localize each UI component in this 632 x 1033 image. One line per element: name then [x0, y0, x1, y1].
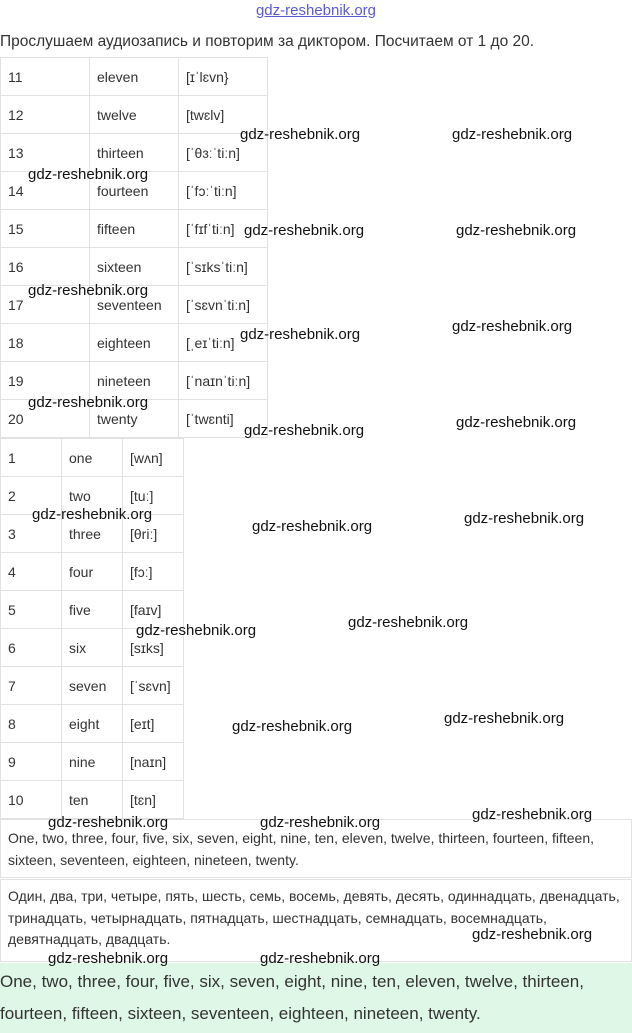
watermark-text: gdz-reshebnik.org [240, 126, 361, 143]
watermark-text: gdz-reshebnik.org [452, 318, 573, 335]
table-row [1, 248, 268, 286]
table-row [1, 58, 268, 96]
watermark-text: gdz-reshebnik.org [28, 282, 149, 299]
watermark-text: gdz-reshebnik.org [444, 710, 565, 727]
word-cell: ten [62, 781, 123, 819]
russian-text-box: Один, два, три, четыре, пять, шесть, семь, восемь, девять, десять, одиннадцать, двенадцать, тринадцать, четырнадцать, пятнадцать, шестнадцать, семнадцать, восемнадцать, девятнадцать, двадцать. [0, 879, 632, 962]
number-cell: 2 [1, 477, 62, 515]
word-cell: five [62, 591, 123, 629]
transcription-cell: [ˈnaɪnˈtiːn] [179, 362, 268, 400]
word-cell: three [62, 515, 123, 553]
number-cell: 16 [1, 248, 90, 286]
word-cell: one [62, 439, 123, 477]
transcription-cell: [ˈsɪksˈtiːn] [179, 248, 268, 286]
word-cell: eight [62, 705, 123, 743]
number-cell: 5 [1, 591, 62, 629]
word-cell: four [62, 553, 123, 591]
watermark-text: gdz-reshebnik.org [348, 614, 469, 631]
watermark-text: gdz-reshebnik.org [28, 394, 149, 411]
number-cell: 9 [1, 743, 62, 781]
watermark-text: gdz-reshebnik.org [472, 926, 593, 943]
watermark-text: gdz-reshebnik.org [232, 718, 353, 735]
word-cell: twenty [90, 400, 179, 438]
number-cell: 19 [1, 362, 90, 400]
transcription-cell: [ˈθɜːˈtiːn] [179, 134, 268, 172]
watermark-text: gdz-reshebnik.org [260, 950, 381, 967]
number-cell: 11 [1, 58, 90, 96]
watermark-text: gdz-reshebnik.org [452, 126, 573, 143]
watermark-text: gdz-reshebnik.org [28, 166, 149, 183]
watermark-text: gdz-reshebnik.org [244, 422, 365, 439]
transcription-cell: [ˈfɔːˈtiːn] [179, 172, 268, 210]
number-cell: 4 [1, 553, 62, 591]
number-cell: 18 [1, 324, 90, 362]
word-cell: eleven [90, 58, 179, 96]
transcription-cell: [ˈtwɛnti] [179, 400, 268, 438]
table-row [1, 667, 184, 705]
watermark-text: gdz-reshebnik.org [32, 506, 153, 523]
number-cell: 13 [1, 134, 90, 172]
answer-box: One, two, three, four, five, six, seven, eight, nine, ten, eleven, twelve, thirteen, fourteen, fifteen, sixteen, seventeen, eighteen, nineteen, twenty. [0, 963, 632, 1033]
word-cell: six [62, 629, 123, 667]
table-row [1, 324, 268, 362]
watermark-text: gdz-reshebnik.org [252, 518, 373, 535]
number-cell: 7 [1, 667, 62, 705]
watermark-text: gdz-reshebnik.org [136, 622, 257, 639]
transcription-cell: [eɪt] [123, 705, 184, 743]
word-cell: two [62, 477, 123, 515]
number-cell: 8 [1, 705, 62, 743]
number-cell: 20 [1, 400, 90, 438]
number-cell: 17 [1, 286, 90, 324]
watermark-text: gdz-reshebnik.org [456, 414, 577, 431]
transcription-cell: [sɪks] [123, 629, 184, 667]
transcription-cell: [ɪˈlɛvn} [179, 58, 268, 96]
table-row [1, 781, 184, 819]
word-cell: twelve [90, 96, 179, 134]
table-row [1, 439, 184, 477]
watermark-text: gdz-reshebnik.org [464, 510, 585, 527]
word-cell: fifteen [90, 210, 179, 248]
number-cell: 3 [1, 515, 62, 553]
transcription-cell: [ˌeɪˈtiːn] [179, 324, 268, 362]
watermark-text: gdz-reshebnik.org [260, 814, 381, 831]
transcription-cell: [tuː] [123, 477, 184, 515]
word-cell: seven [62, 667, 123, 705]
number-cell: 15 [1, 210, 90, 248]
word-cell: nineteen [90, 362, 179, 400]
number-cell: 10 [1, 781, 62, 819]
transcription-cell: [tɛn] [123, 781, 184, 819]
transcription-cell: [θriː] [123, 515, 184, 553]
number-cell: 12 [1, 96, 90, 134]
transcription-cell: [ˈfɪfˈtiːn] [179, 210, 268, 248]
number-cell: 14 [1, 172, 90, 210]
word-cell: eighteen [90, 324, 179, 362]
transcription-cell: [naɪn] [123, 743, 184, 781]
word-cell: nine [62, 743, 123, 781]
watermark-text: gdz-reshebnik.org [244, 222, 365, 239]
number-cell: 1 [1, 439, 62, 477]
instruction-text: Прослушаем аудиозапись и повторим за диктором. Посчитаем от 1 до 20. [0, 33, 535, 50]
table-row [1, 553, 184, 591]
table-row [1, 210, 268, 248]
table-row [1, 743, 184, 781]
word-cell: sixteen [90, 248, 179, 286]
transcription-cell: [faɪv] [123, 591, 184, 629]
english-text-box: One, two, three, four, five, six, seven, eight, nine, ten, eleven, twelve, thirteen, fourteen, fifteen, sixteen, seventeen, eighteen, nineteen, twenty. [0, 819, 632, 878]
watermark-text: gdz-reshebnik.org [48, 814, 169, 831]
site-link[interactable]: gdz-reshebnik.org [255, 2, 377, 19]
word-cell: seventeen [90, 286, 179, 324]
table-row [1, 705, 184, 743]
watermark-text: gdz-reshebnik.org [48, 950, 169, 967]
number-cell: 6 [1, 629, 62, 667]
watermark-text: gdz-reshebnik.org [240, 326, 361, 343]
word-cell: fourteen [90, 172, 179, 210]
transcription-cell: [ˈsɛvn] [123, 667, 184, 705]
watermark-text: gdz-reshebnik.org [456, 222, 577, 239]
transcription-cell: [ˈsɛvnˈtiːn] [179, 286, 268, 324]
transcription-cell: [fɔː] [123, 553, 184, 591]
table-row [1, 96, 268, 134]
word-cell: thirteen [90, 134, 179, 172]
transcription-cell: [wʌn] [123, 439, 184, 477]
numbers-table-11-20 [0, 57, 268, 438]
transcription-cell: [twɛlv] [179, 96, 268, 134]
watermark-text: gdz-reshebnik.org [472, 806, 593, 823]
